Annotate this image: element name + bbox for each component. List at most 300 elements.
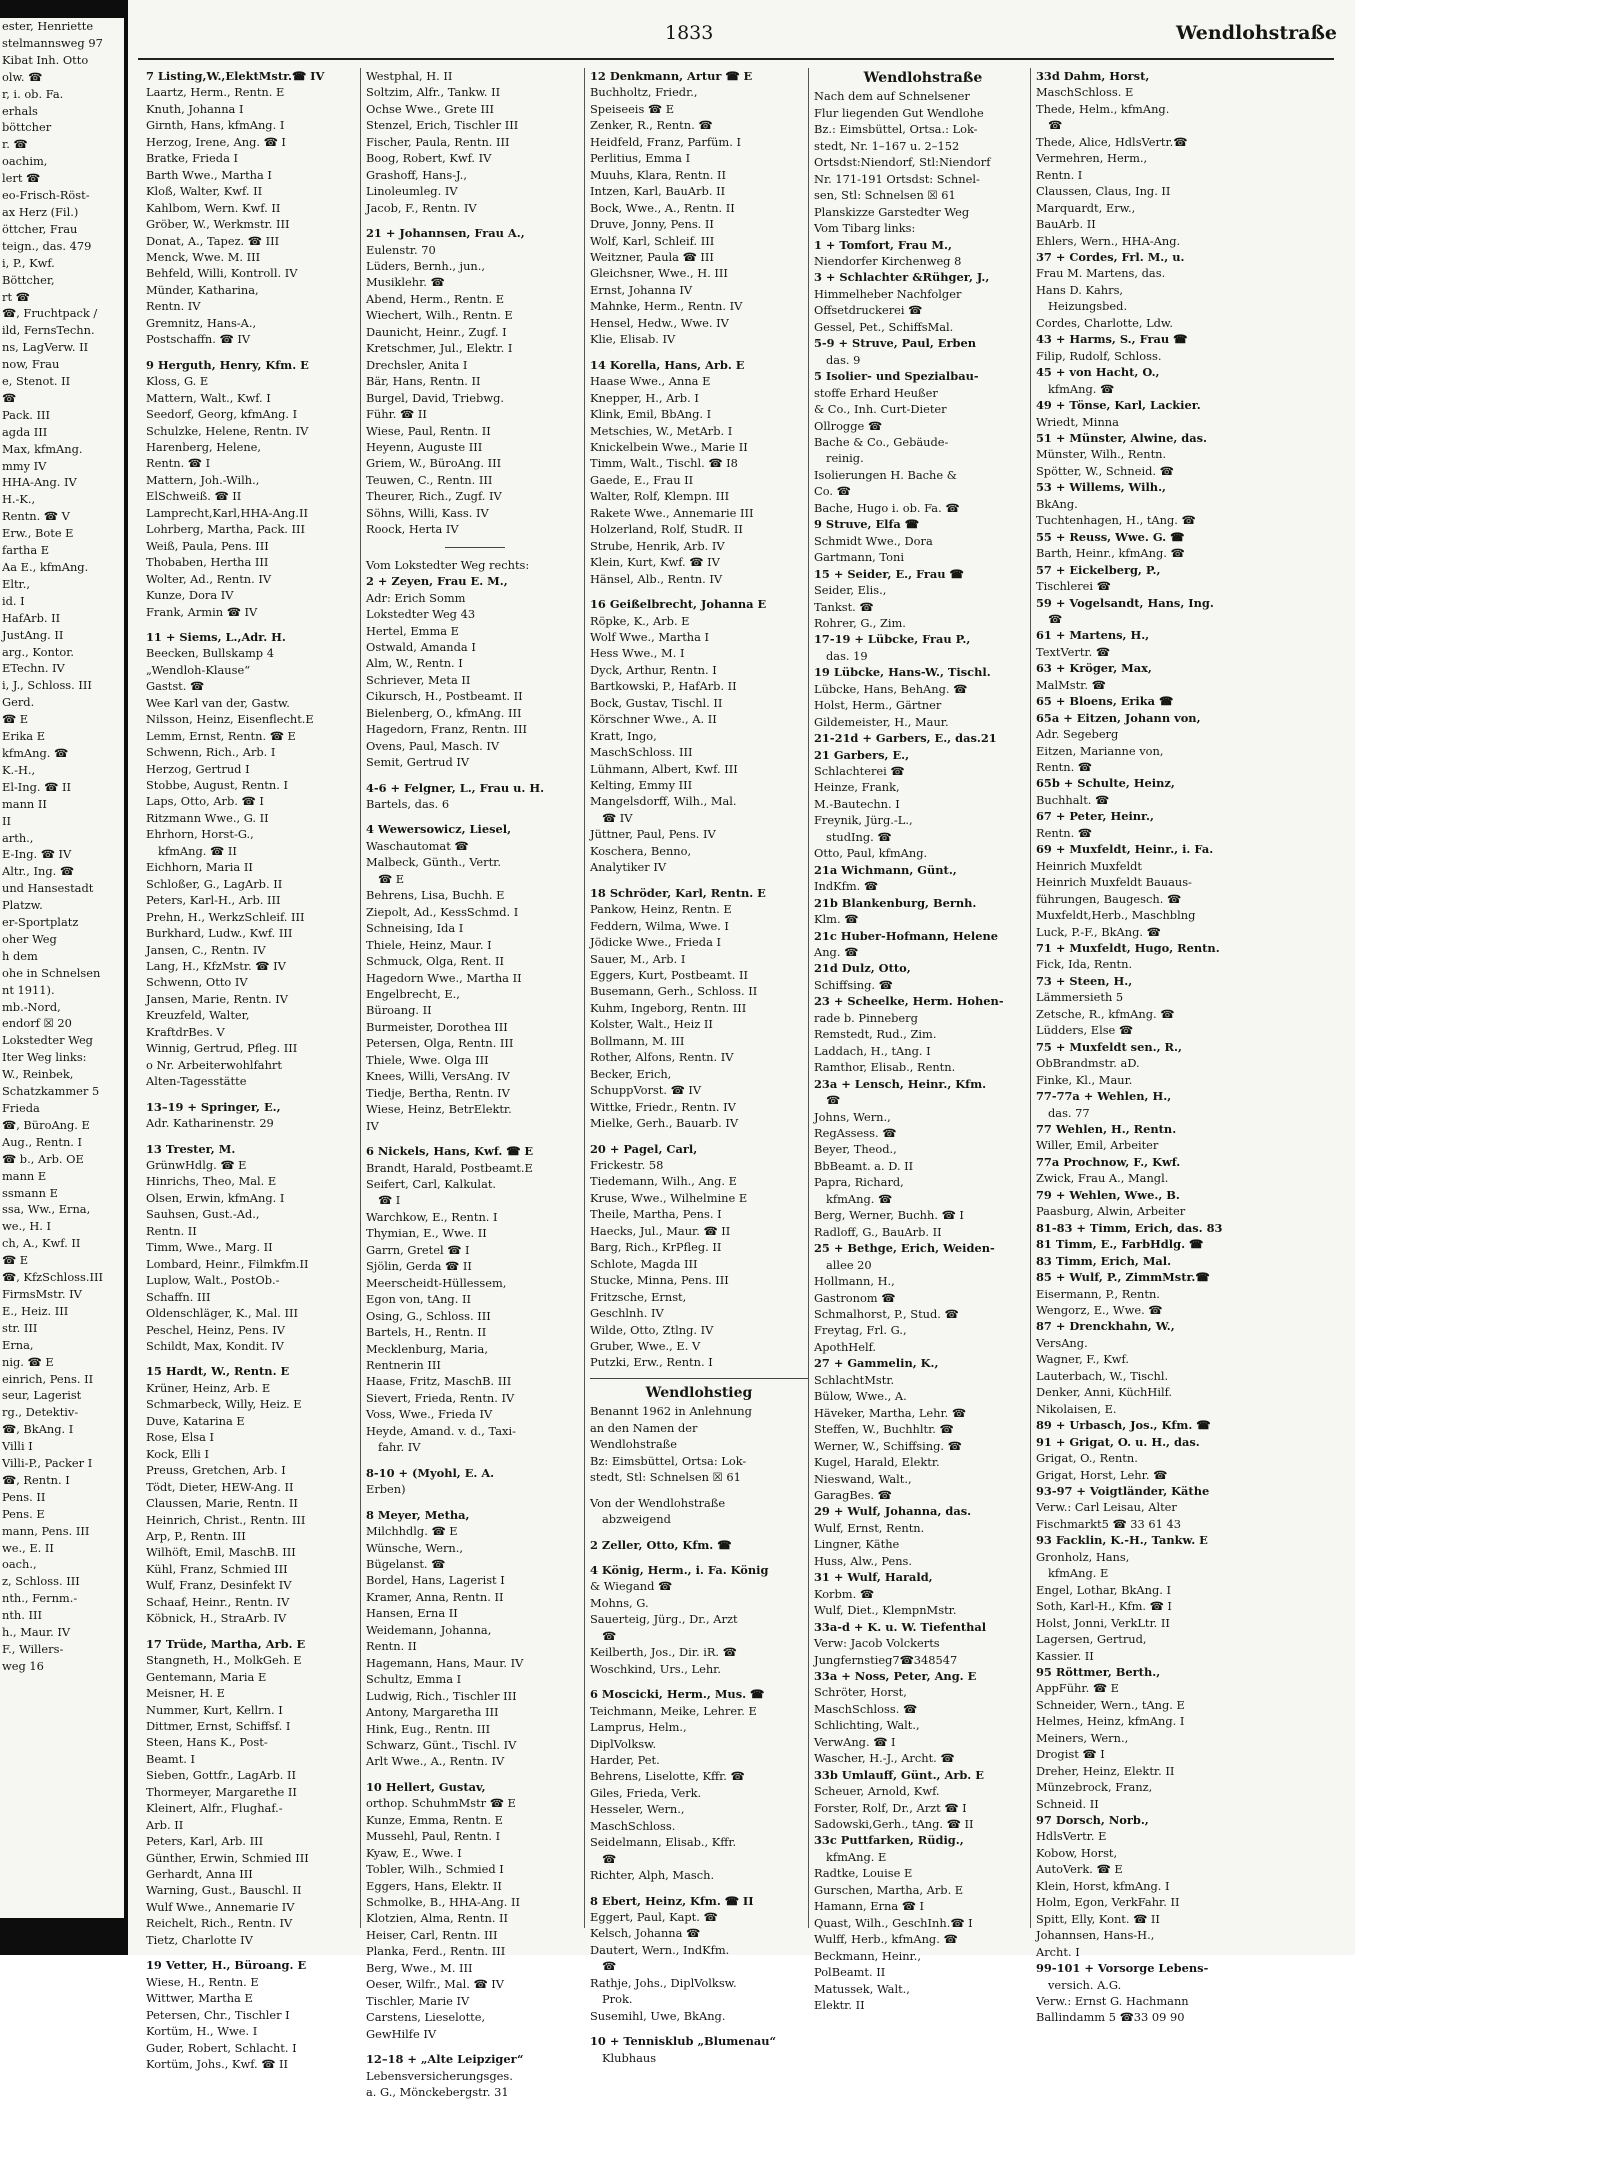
directory-entry-line: & Wiegand ☎: [590, 1579, 673, 1594]
column-divider: [584, 68, 585, 1928]
directory-entry-line: Vom Lokstedter Weg rechts:: [366, 557, 530, 572]
strip-line: Altr., Ing. ☎: [2, 864, 75, 879]
directory-entry-line: an den Namen der: [590, 1420, 698, 1435]
strip-line: oach.,: [2, 1557, 37, 1572]
directory-entry-line: Kretschmer, Jul., Elektr. I: [366, 341, 513, 356]
directory-entry-line: sen, Stl: Schnelsen ☒ 61: [814, 188, 956, 203]
directory-entry-line: Ochse Wwe., Grete III: [366, 101, 495, 116]
column-divider: [360, 68, 361, 1928]
entry-gap: [146, 1090, 364, 1099]
directory-entry-line: ObBrandmstr. aD.: [1036, 1056, 1140, 1071]
directory-entry-line: Thede, Helm., kfmAng.: [1036, 101, 1170, 116]
directory-entry-line: BkAng.: [1036, 496, 1078, 511]
directory-entry-line: Kunze, Emma, Rentn. E: [366, 1812, 503, 1827]
strip-line: weg 16: [2, 1658, 44, 1673]
directory-entry-line: Oldenschläger, K., Mal. III: [146, 1306, 299, 1321]
directory-entry-line: Wee Karl van der, Gastw.: [146, 695, 290, 710]
directory-entry-line: 5-9 + Struve, Paul, Erben: [814, 336, 976, 351]
directory-entry-line: Becker, Erich,: [590, 1066, 672, 1081]
strip-line: nth., Fernm.-: [2, 1591, 78, 1606]
directory-entry-line: 2 Zeller, Otto, Kfm. ☎: [590, 1537, 732, 1552]
directory-entry-line: Wolf, Karl, Schleif. III: [590, 233, 715, 248]
directory-entry-line: Ramthor, Elisab., Rentn.: [814, 1060, 956, 1075]
directory-entry-line: Forster, Rolf, Dr., Arzt ☎ I: [814, 1800, 967, 1815]
directory-entry-line: Wulf Wwe., Annemarie IV: [146, 1899, 295, 1914]
section-box-rule: [590, 1378, 808, 1379]
directory-entry-line: Kugel, Harald, Elektr.: [814, 1455, 940, 1470]
directory-entry-line: Schneid. II: [1036, 1796, 1099, 1811]
strip-line: ns, LagVerw. II: [2, 340, 89, 355]
directory-entry-line: Schneider, Wern., tAng. E: [1036, 1697, 1185, 1712]
strip-line: we., H. I: [2, 1219, 52, 1234]
directory-entry-line: Steffen, W., Buchhltr. ☎: [814, 1422, 954, 1437]
directory-entry-line: Weitzner, Paula ☎ III: [590, 249, 714, 264]
directory-entry-line: Rentn. ☎ I: [146, 456, 211, 471]
directory-entry-line: VersAng.: [1036, 1335, 1088, 1350]
directory-entry-line: Girnth, Hans, kfmAng. I: [146, 118, 285, 133]
directory-entry-line: Mielke, Gerh., Bauarb. IV: [590, 1116, 739, 1131]
directory-entry-line: Meiners, Wern.,: [1036, 1730, 1129, 1745]
directory-entry-line: Ernst, Johanna IV: [590, 282, 693, 297]
directory-entry-line: Tödt, Dieter, HEW-Ang. II: [146, 1479, 294, 1494]
strip-line: ☎, KfzSchloss.III: [2, 1270, 103, 1285]
strip-line: endorf ☒ 20: [2, 1016, 72, 1031]
directory-entry-line: reinig.: [826, 451, 864, 466]
strip-line: Schatzkammer 5: [2, 1084, 100, 1099]
directory-entry-line: 93 Facklin, K.-H., Tankw. E: [1036, 1533, 1208, 1548]
directory-entry-line: Metschies, W., MetArb. I: [590, 423, 733, 438]
directory-entry-line: Schmarbeck, Willy, Heiz. E: [146, 1397, 302, 1412]
directory-entry-line: Heidfeld, Franz, Parfüm. I: [590, 134, 741, 149]
directory-entry-line: Daunicht, Heinr., Zugf. I: [366, 324, 507, 339]
directory-column-4: [814, 68, 1032, 2013]
directory-entry-line: Dyck, Arthur, Rentn. I: [590, 662, 717, 677]
directory-entry-line: Gartmann, Toni: [814, 550, 904, 565]
directory-entry-line: Sieben, Gottfr., LagArb. II: [146, 1768, 297, 1783]
directory-entry-line: 65a + Eitzen, Johann von,: [1036, 710, 1201, 725]
directory-entry-line: SchlachtMstr.: [814, 1372, 895, 1387]
directory-entry-line: Garrn, Gretel ☎ I: [366, 1242, 470, 1257]
directory-entry-line: Matussek, Walt.,: [814, 1981, 910, 1996]
directory-entry-line: AppFühr. ☎ E: [1036, 1681, 1119, 1696]
directory-entry-line: 21 Garbers, E.,: [814, 747, 910, 762]
directory-entry-line: Grigat, Horst, Lehr. ☎: [1036, 1467, 1168, 1482]
directory-entry-line: ☎: [602, 1959, 617, 1974]
directory-entry-line: Schmalhorst, P., Stud. ☎: [814, 1306, 959, 1321]
directory-entry-line: Analytiker IV: [590, 860, 667, 875]
strip-line: i, J., Schloss. III: [2, 678, 92, 693]
directory-entry-line: Laps, Otto, Arb. ☎ I: [146, 794, 264, 809]
directory-entry-line: Lokstedter Weg 43: [366, 607, 476, 622]
directory-entry-line: Gastst. ☎: [146, 679, 205, 694]
directory-entry-line: 4 König, Herm., i. Fa. König: [590, 1562, 769, 1577]
directory-entry-line: 33a + Noss, Peter, Ang. E: [814, 1668, 977, 1683]
directory-entry-line: „Wendloh-Klause“: [146, 662, 251, 677]
directory-entry-line: Richter, Alph, Masch.: [590, 1868, 715, 1883]
directory-entry-line: 85 + Wulf, P., ZimmMstr.☎: [1036, 1270, 1210, 1285]
directory-entry-line: Schröter, Horst,: [814, 1685, 907, 1700]
directory-entry-line: Feddern, Wilma, Wwe. I: [590, 918, 729, 933]
running-head-street: Wendlohstraße: [1176, 22, 1337, 44]
directory-entry-line: Zetsche, R., kfmAng. ☎: [1036, 1006, 1175, 1021]
directory-entry-line: Knickelbein Wwe., Marie II: [590, 439, 748, 454]
strip-line: ☎, BkAng. I: [2, 1422, 74, 1437]
directory-entry-line: GewHilfe IV: [366, 2026, 437, 2041]
directory-entry-line: Hink, Eug., Rentn. III: [366, 1721, 491, 1736]
directory-entry-line: Weiß, Paula, Pens. III: [146, 538, 269, 553]
directory-entry-line: Haecks, Jul., Maur. ☎ II: [590, 1223, 731, 1238]
directory-entry-line: Klie, Elisab. IV: [590, 332, 676, 347]
directory-entry-line: ElSchweiß. ☎ II: [146, 489, 242, 504]
directory-entry-line: Hollmann, H.,: [814, 1274, 895, 1289]
directory-entry-line: Bartels, H., Rentn. II: [366, 1325, 487, 1340]
directory-entry-line: Vom Tibarg links:: [814, 221, 916, 236]
directory-entry-line: Eulenstr. 70: [366, 242, 436, 257]
directory-entry-line: Wagner, F., Kwf.: [1036, 1352, 1129, 1367]
directory-entry-line: Kahlbom, Wern. Kwf. II: [146, 200, 281, 215]
directory-entry-line: Oeser, Wilfr., Mal. ☎ IV: [366, 1977, 505, 1992]
directory-entry-line: 23 + Scheelke, Herm. Hohen-: [814, 994, 1004, 1009]
directory-entry-line: Jacob, F., Rentn. IV: [366, 200, 477, 215]
directory-entry-line: Ehrhorn, Horst-G.,: [146, 827, 254, 842]
directory-entry-line: Hinrichs, Theo, Mal. E: [146, 1174, 277, 1189]
directory-entry-line: 61 + Martens, H.,: [1036, 628, 1150, 643]
strip-line: stelmannsweg 97: [2, 35, 103, 50]
strip-line: Platzw.: [2, 898, 43, 913]
directory-entry-line: 63 + Kröger, Max,: [1036, 661, 1152, 676]
directory-entry-line: Thormeyer, Margarethe II: [146, 1784, 297, 1799]
directory-entry-line: Wolter, Ad., Rentn. IV: [146, 571, 272, 586]
directory-entry-line: 3 + Schlachter &Rühger, J.,: [814, 270, 990, 285]
strip-line: now, Frau: [2, 357, 60, 372]
directory-entry-line: 95 Röttmer, Berth.,: [1036, 1664, 1161, 1679]
directory-entry-line: ☎ E: [378, 871, 405, 886]
directory-entry-line: Behfeld, Willi, Kontroll. IV: [146, 266, 298, 281]
strip-line: FirmsMstr. IV: [2, 1286, 82, 1301]
directory-entry-line: das. 9: [826, 352, 861, 367]
strip-line: Eltr.,: [2, 576, 30, 591]
directory-entry-line: Winnig, Gertrud, Pfleg. III: [146, 1041, 298, 1056]
strip-line: HHA-Ang. IV: [2, 475, 77, 490]
directory-entry-line: Rentn. ☎: [1036, 760, 1092, 775]
directory-entry-line: Himmelheber Nachfolger: [814, 286, 962, 301]
strip-line: ester, Henriette: [2, 19, 94, 33]
directory-entry-line: Beyer, Theod.,: [814, 1142, 897, 1157]
directory-entry-line: 8 Meyer, Metha,: [366, 1507, 470, 1522]
strip-line: II: [2, 813, 11, 828]
directory-entry-line: Kruse, Wwe., Wilhelmine E: [590, 1190, 748, 1205]
directory-entry-line: Beecken, Bullskamp 4: [146, 646, 274, 661]
strip-line: arg., Kontor.: [2, 644, 75, 659]
directory-entry-line: Wiechert, Wilh., Rentn. E: [366, 308, 513, 323]
strip-line: Aug., Rentn. I: [2, 1134, 83, 1149]
directory-entry-line: Fischmarkt5 ☎ 33 61 43: [1036, 1516, 1182, 1531]
directory-entry-line: Knepper, H., Arb. I: [590, 390, 699, 405]
strip-line: r. ☎: [2, 137, 28, 152]
directory-entry-line: Roock, Herta IV: [366, 522, 459, 537]
directory-entry-line: Wulf, Ernst, Rentn.: [814, 1520, 925, 1535]
directory-entry-line: & Co., Inh. Curt-Dieter: [814, 402, 947, 417]
directory-entry-line: ☎: [826, 1093, 841, 1108]
directory-entry-line: 59 + Vogelsandt, Hans, Ing.: [1036, 595, 1214, 610]
directory-entry-line: Mussehl, Paul, Rentn. I: [366, 1829, 501, 1844]
strip-line: id. I: [2, 593, 25, 608]
directory-entry-line: Frickestr. 58: [590, 1158, 664, 1172]
directory-entry-line: Kramer, Anna, Rentn. II: [366, 1589, 504, 1604]
directory-entry-line: 83 Timm, Erich, Mal.: [1036, 1253, 1172, 1268]
directory-entry-line: 5 Isolier- und Spezialbau-: [814, 369, 979, 384]
directory-entry-line: Gronholz, Hans,: [1036, 1549, 1130, 1564]
directory-entry-line: Drechsler, Anita I: [366, 357, 468, 372]
directory-entry-line: Heyde, Amand. v. d., Taxi-: [366, 1423, 516, 1438]
directory-entry-line: Heinze, Frank,: [814, 780, 900, 795]
strip-line: teign., das. 479: [2, 238, 92, 253]
directory-entry-line: 21a Wichmann, Günt.,: [814, 862, 957, 877]
directory-entry-line: Eggers, Kurt, Postbeamt. II: [590, 968, 748, 983]
directory-entry-line: Dreher, Heinz, Elektr. II: [1036, 1763, 1175, 1778]
strip-line: Frieda: [2, 1101, 40, 1115]
strip-line: mann II: [2, 796, 47, 811]
directory-entry-line: Lemm, Ernst, Rentn. ☎ E: [146, 728, 296, 743]
directory-entry-line: 33d Dahm, Horst,: [1036, 69, 1150, 83]
directory-entry-line: Wolf Wwe., Martha I: [590, 629, 710, 644]
directory-entry-line: GrünwHdlg. ☎ E: [146, 1158, 247, 1172]
strip-line: ild, FernsTechn.: [2, 323, 95, 338]
directory-entry-line: Timm, Wwe., Marg. II: [146, 1240, 273, 1255]
strip-line: ax Herz (Fil.): [2, 204, 79, 219]
directory-entry-line: Steen, Hans K., Post-: [146, 1735, 268, 1750]
directory-entry-line: Mattern, Joh.-Wilh.,: [146, 472, 260, 487]
strip-line: ohe in Schnelsen: [2, 965, 101, 980]
directory-entry-line: Grashoff, Hans-J.,: [366, 167, 467, 182]
directory-entry-line: Thiele, Wwe. Olga III: [366, 1052, 489, 1067]
directory-entry-line: Lebensversicherungsges.: [366, 2068, 513, 2083]
directory-entry-line: Fick, Ida, Rentn.: [1036, 957, 1133, 972]
directory-entry-line: Röpke, K., Arb. E: [590, 613, 690, 628]
directory-entry-line: Führ. ☎ II: [366, 407, 427, 422]
directory-entry-line: 27 + Gammelin, K.,: [814, 1356, 939, 1371]
directory-entry-line: Lämmersieth 5: [1036, 990, 1124, 1005]
directory-entry-line: Barth, Heinr., kfmAng. ☎: [1036, 546, 1185, 561]
directory-entry-line: 75 + Muxfeldt sen., R.,: [1036, 1039, 1182, 1054]
entry-gap: [366, 216, 584, 225]
directory-entry-line: Petersen, Olga, Rentn. III: [366, 1036, 514, 1051]
directory-entry-line: Luplow, Walt., PostOb.-: [146, 1273, 280, 1288]
directory-entry-line: Claussen, Claus, Ing. II: [1036, 184, 1171, 199]
directory-entry-line: ☎ I: [378, 1193, 401, 1208]
directory-entry-line: Grigat, O., Rentn.: [1036, 1451, 1138, 1466]
strip-line: ssa, Ww., Erna,: [2, 1202, 91, 1217]
directory-entry-line: Jüttner, Paul, Pens. IV: [590, 827, 716, 842]
directory-entry-line: Engelbrecht, E.,: [366, 987, 460, 1002]
directory-entry-line: Schiffsing. ☎: [814, 977, 893, 992]
directory-entry-line: Rother, Alfons, Rentn. IV: [590, 1050, 734, 1065]
directory-entry-line: Co. ☎: [814, 484, 851, 499]
strip-line: mmy IV: [2, 458, 47, 473]
directory-entry-line: Schulzke, Helene, Rentn. IV: [146, 423, 309, 438]
directory-entry-line: Münder, Katharina,: [146, 282, 259, 297]
directory-entry-line: Petersen, Chr., Tischler I: [146, 2007, 290, 2022]
directory-entry-line: Engel, Lothar, BkAng. I: [1036, 1582, 1171, 1597]
directory-entry-line: KraftdrBes. V: [146, 1024, 225, 1039]
directory-entry-line: Wengorz, E., Wwe. ☎: [1036, 1302, 1163, 1317]
directory-entry-line: Planka, Ferd., Rentn. III: [366, 1944, 506, 1959]
strip-line: K.-H.,: [2, 762, 36, 777]
directory-entry-line: Jungfernstieg7☎348547: [814, 1652, 958, 1667]
directory-entry-line: Hänsel, Alb., Rentn. IV: [590, 571, 723, 586]
directory-entry-line: Sadowski,Gerh., tAng. ☎ II: [814, 1817, 974, 1832]
directory-entry-line: o Nr. Arbeiterwohlfahrt: [146, 1057, 282, 1072]
directory-entry-line: Guder, Robert, Schlacht. I: [146, 2040, 297, 2055]
directory-entry-line: 49 + Tönse, Karl, Lackier.: [1036, 398, 1201, 413]
strip-line: ☎, Fruchtpack /: [2, 306, 98, 321]
strip-line: ETechn. IV: [2, 661, 65, 676]
directory-entry-line: Stucke, Minna, Pens. III: [590, 1273, 729, 1288]
directory-entry-line: 97 Dorsch, Norb.,: [1036, 1813, 1149, 1828]
directory-entry-line: Mecklenburg, Maria,: [366, 1341, 488, 1356]
directory-entry-line: Von der Wendlohstraße: [590, 1495, 726, 1510]
directory-entry-line: stedt, Nr. 1–167 u. 2–152: [814, 138, 960, 153]
directory-entry-line: Schriever, Meta II: [366, 672, 471, 687]
directory-entry-line: Bz.: Eimsbüttel, Ortsa.: Lok-: [814, 122, 978, 137]
directory-entry-line: Griem, W., BüroAng. III: [366, 456, 502, 471]
directory-entry-line: Papra, Richard,: [814, 1175, 904, 1190]
directory-entry-line: 17 Trüde, Martha, Arb. E: [146, 1636, 306, 1651]
directory-entry-line: Nach dem auf Schnelsener: [814, 89, 970, 104]
directory-entry-line: Bz: Eimsbüttel, Ortsa: Lok-: [590, 1453, 747, 1468]
directory-entry-line: Intzen, Karl, BauArb. II: [590, 184, 726, 199]
directory-entry-line: Marquardt, Erw.,: [1036, 200, 1136, 215]
directory-entry-line: allee 20: [826, 1257, 872, 1272]
directory-entry-line: Münster, Wilh., Rentn.: [1036, 447, 1167, 462]
directory-entry-line: Lagersen, Gertrud,: [1036, 1632, 1147, 1647]
directory-entry-line: Ortsdst:Niendorf, Stl:Niendorf: [814, 155, 991, 170]
strip-line: h., Maur. IV: [2, 1625, 71, 1640]
directory-entry-line: Tischlerei ☎: [1036, 579, 1111, 594]
directory-entry-line: Buchhalt. ☎: [1036, 792, 1110, 807]
directory-entry-line: Beamt. I: [146, 1751, 196, 1766]
directory-entry-line: 93-97 + Voigtländer, Käthe: [1036, 1483, 1210, 1498]
directory-entry-line: Nikolaisen, E.: [1036, 1401, 1117, 1416]
directory-entry-line: Kobow, Horst,: [1036, 1845, 1118, 1860]
strip-line: z, Schloss. III: [2, 1574, 80, 1589]
directory-entry-line: Behrens, Lisa, Buchh. E: [366, 888, 505, 903]
directory-entry-line: Eisermann, P., Rentn.: [1036, 1286, 1160, 1301]
directory-entry-line: Kunze, Dora IV: [146, 588, 234, 603]
directory-entry-line: 29 + Wulf, Johanna, das.: [814, 1504, 972, 1519]
directory-column-3: [590, 68, 808, 2065]
directory-entry-line: Sauer, M., Arb. I: [590, 951, 686, 966]
directory-entry-line: Herzog, Irene, Ang. ☎ I: [146, 134, 286, 149]
directory-entry-line: 10 Hellert, Gustav,: [366, 1779, 486, 1794]
directory-entry-line: Erben): [366, 1482, 406, 1497]
directory-entry-line: Söhns, Willi, Kass. IV: [366, 505, 489, 520]
directory-entry-line: 11 + Siems, L.,Adr. H.: [146, 629, 286, 644]
entry-gap: [366, 1498, 584, 1507]
directory-entry-line: Kelting, Emmy III: [590, 778, 693, 793]
entry-gap: [146, 348, 364, 357]
directory-entry-line: Boog, Robert, Kwf. IV: [366, 151, 492, 166]
strip-line: Pens. E: [2, 1506, 45, 1521]
directory-entry-line: M.-Bautechn. I: [814, 796, 900, 811]
directory-entry-line: VerwAng. ☎ I: [814, 1734, 896, 1749]
directory-entry-line: Spitt, Elly, Kont. ☎ II: [1036, 1911, 1160, 1926]
strip-line: rt ☎: [2, 289, 30, 304]
strip-line: mann, Pens. III: [2, 1523, 90, 1538]
directory-entry-line: Lombard, Heinr., Filmkfm.II: [146, 1256, 309, 1271]
directory-entry-line: Stangneth, H., MolkGeh. E: [146, 1653, 302, 1668]
directory-entry-line: Preuss, Gretchen, Arb. I: [146, 1463, 286, 1478]
directory-entry-line: 21d Dulz, Otto,: [814, 961, 911, 976]
strip-line: Aa E., kfmAng.: [2, 560, 89, 574]
directory-entry-line: Schwenn, Rich., Arb. I: [146, 745, 276, 760]
directory-entry-line: Archt. I: [1036, 1944, 1080, 1959]
strip-line: einrich, Pens. II: [2, 1371, 94, 1386]
strip-line: ssmann E: [2, 1185, 58, 1200]
directory-entry-line: Gurschen, Martha, Arb. E: [814, 1882, 964, 1897]
entry-gap: [590, 1884, 808, 1893]
directory-entry-line: Tankst. ☎: [814, 599, 874, 614]
directory-entry-line: RegAssess. ☎: [814, 1126, 897, 1140]
strip-line: erhals: [2, 103, 38, 118]
entry-gap: [590, 1486, 808, 1495]
directory-entry-line: Remstedt, Rud., Zim.: [814, 1027, 937, 1042]
directory-entry-line: DiplVolksw.: [590, 1736, 657, 1751]
directory-entry-line: Mattern, Walt., Kwf. I: [146, 390, 271, 405]
directory-entry-line: Egon von, tAng. II: [366, 1292, 471, 1307]
strip-line: Pens. II: [2, 1489, 46, 1504]
directory-entry-line: Pankow, Heinz, Rentn. E: [590, 902, 732, 917]
directory-entry-line: 45 + von Hacht, O.,: [1036, 365, 1160, 380]
strip-line: Böttcher,: [2, 272, 55, 287]
directory-entry-line: Schlichting, Walt.,: [814, 1718, 920, 1733]
directory-entry-line: Hamann, Erna ☎ I: [814, 1899, 925, 1914]
directory-entry-line: Perlitius, Emma I: [590, 151, 691, 166]
strip-line: Pack. III: [2, 407, 50, 422]
directory-entry-line: Rentn. II: [366, 1639, 417, 1654]
strip-line: ☎ E: [2, 712, 29, 727]
directory-entry-line: Seider, Elis.,: [814, 583, 887, 598]
directory-entry-line: Gerhardt, Anna III: [146, 1867, 253, 1882]
directory-entry-line: Spötter, W., Schneid. ☎: [1036, 463, 1174, 478]
strip-line: Lokstedter Weg: [2, 1033, 93, 1048]
directory-entry-line: Speiseeis ☎ E: [590, 101, 675, 116]
entry-gap: [366, 1456, 584, 1465]
directory-entry-line: Frau M. Martens, das.: [1036, 266, 1166, 281]
directory-entry-line: Gaede, E., Frau II: [590, 472, 694, 487]
directory-entry-line: Soltzim, Alfr., Tankw. II: [366, 85, 501, 100]
directory-entry-line: Burgel, David, Triebwg.: [366, 390, 504, 405]
directory-entry-line: Wendlohstraße: [590, 1437, 677, 1452]
directory-entry-line: Antony, Margaretha III: [366, 1705, 499, 1720]
directory-entry-line: 37 + Cordes, Frl. M., u.: [1036, 249, 1185, 264]
directory-entry-line: Adr. Segeberg: [1036, 727, 1119, 742]
directory-entry-line: 87 + Drenckhahn, W.,: [1036, 1319, 1175, 1334]
strip-line: er-Sportplatz: [2, 915, 79, 930]
directory-entry-line: Klubhaus: [602, 2050, 657, 2065]
directory-entry-line: Thiele, Heinz, Maur. I: [366, 937, 492, 952]
directory-entry-line: Lübcke, Hans, BehAng. ☎: [814, 681, 968, 696]
directory-entry-line: Adr: Erich Somm: [366, 590, 466, 605]
directory-entry-line: 20 + Pagel, Carl,: [590, 1141, 698, 1156]
directory-entry-line: 15 + Seider, E., Frau ☎: [814, 566, 964, 581]
directory-entry-line: 43 + Harms, S., Frau ☎: [1036, 332, 1188, 347]
directory-entry-line: Benannt 1962 in Anlehnung: [590, 1404, 752, 1419]
directory-entry-line: Cikursch, H., Postbeamt. II: [366, 689, 523, 704]
directory-entry-line: Wittwer, Martha E: [146, 1991, 253, 2006]
directory-entry-line: 33c Puttfarken, Rüdig.,: [814, 1833, 964, 1848]
directory-entry-line: Köbnick, H., StraArb. IV: [146, 1611, 287, 1626]
